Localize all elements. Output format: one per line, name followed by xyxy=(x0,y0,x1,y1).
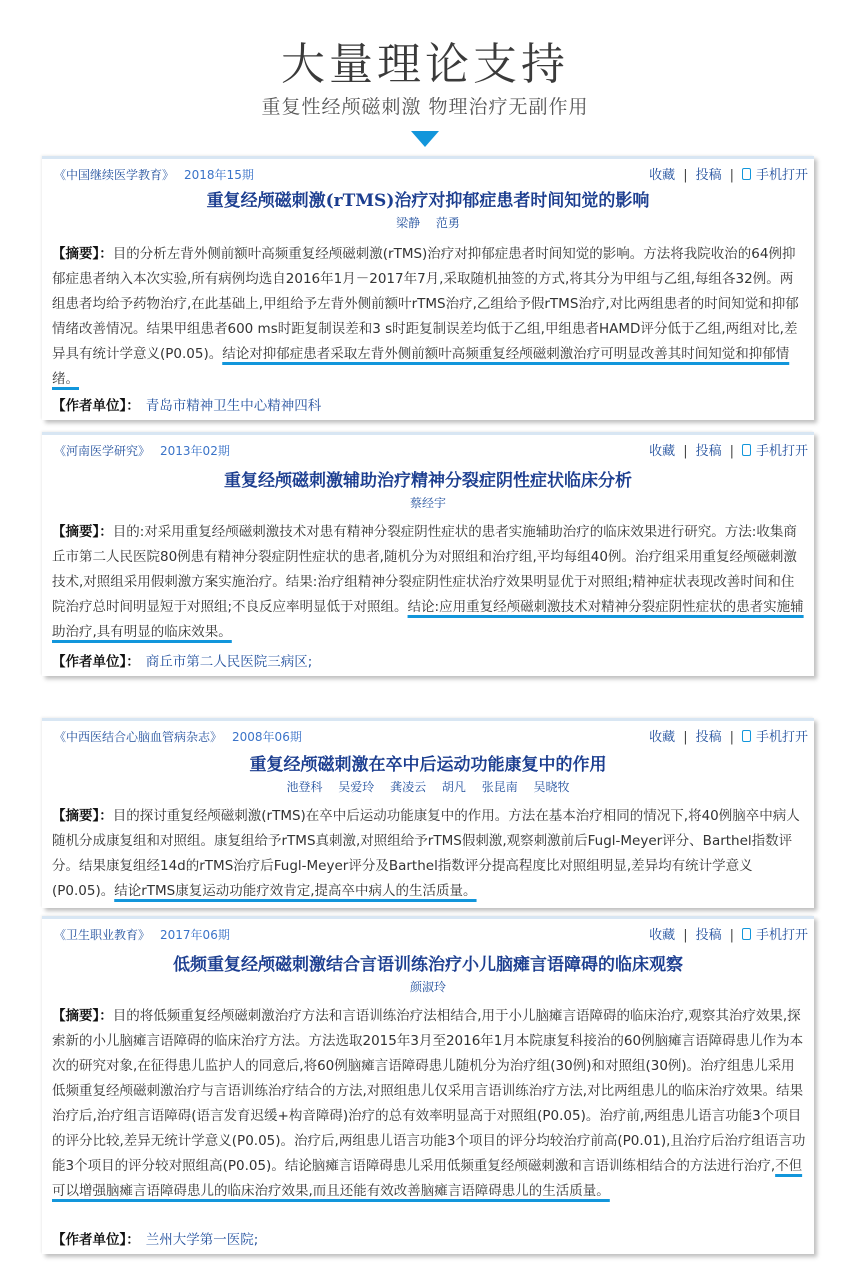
phone-icon xyxy=(742,730,751,742)
article-card-3: 《中西医结合心脑血管病杂志》 2008年06期 收藏 | 投稿 | 手机打开 重复经颅磁刺激在卒中后运动功能康复中的作用 池登科 吴爱玲 龚凌云 胡凡 张昆南 吴晓牧 【摘要】：目的探讨重复经颅磁刺激(rTMS)在卒中后运动功能康复中的作用。方法在基本治疗相同的情况下,将40例脑卒中病人随机分成康复组和对照组。康复组给予rTMS真刺激,对照组给予rTMS假刺激,观察刺激前后Fugl-Meyer评分、Barthel指数评分。结果康复组经14d的rTMS治疗后Fugl-Meyer评分及Barthel指数评分提高程度比对照组明显,差异均有统计学意义(P0.05)。结论rTMS康复运动功能疗效肯定,提高卒中病人的生活质量。 xyxy=(42,718,814,908)
favorite-link[interactable]: 收藏 xyxy=(649,730,676,745)
abstract-label: 【摘要】： xyxy=(52,808,113,824)
journal-issue[interactable]: 2017年06期 xyxy=(160,928,230,942)
abstract-label: 【摘要】： xyxy=(52,1008,113,1024)
abstract-conclusion: 不但可以增强脑瘫言语障碍患儿的临床治疗效果,而且还能有效改善脑瘫言语障碍患儿的生活质量。 xyxy=(52,1158,803,1199)
journal-issue[interactable]: 2018年15期 xyxy=(184,168,254,182)
unit-label: 【作者单位】： xyxy=(52,398,140,414)
abstract-body: 目的将低频重复经颅磁刺激治疗方法和言语训练治疗法相结合,用于小儿脑瘫言语障碍的临床治疗,观察其治疗效果,探索新的小儿脑瘫言语障碍的临床治疗方法。方法选取2015年3月至2016年1月本院康复科接治的60例脑瘫言语障碍患儿作为本次的研究对象,在征得患儿监护人的同意后,将60例脑瘫言语障碍患儿随机分为治疗组(30例)和对照组(30例)。治疗组患儿采用低频重复经颅磁刺激治疗与言语训练治疗结合的方法,对照组患儿仅采用言语训练治疗方法,对比两组患儿的临床治疗效果。结果治疗后,治疗组言语障碍(语言发育迟缓+构音障碍)治疗的总有效率明显高于对照组(P0.05)。治疗前,两组患儿语言功能3个项目的评分比较,差异无统计学意义(P0.05)。治疗后,两组患儿语言功能3个项目的评分均较治疗前高(P0.01),且治疗后治疗组语言功能3个项目的评分较对照组高(P0.05)。结论脑瘫言语障碍患儿采用低频重复经颅磁刺激和言语训练相结合的方法进行治疗, xyxy=(52,1008,806,1174)
abstract-conclusion: 结论rTMS康复运动功能疗效肯定,提高卒中病人的生活质量。 xyxy=(114,883,477,899)
article-abstract xyxy=(52,520,806,645)
hero-subtitle: 重复性经颅磁刺激 物理治疗无副作用 xyxy=(261,96,589,118)
mobile-open-link[interactable]: 手机打开 xyxy=(755,730,808,745)
journal-name[interactable]: 《中西医结合心脑血管病杂志》 xyxy=(54,730,223,744)
article-card-1: 《中国继续医学教育》 2018年15期 收藏 | 投稿 | 手机打开 重复经颅磁刺激(rTMS)治疗对抑郁症患者时间知觉的影响 梁静 范勇 【摘要】：目的分析左背外侧前额叶高频重复经颅磁刺激(rTMS)治疗对抑郁症患者时间知觉的影响。方法将我院收治的64例抑郁症患者纳入本次实验,所有病例均选自2016年1月－2017年7月,采取随机抽签的方式,将其分为甲组与乙组,每组各32例。两组患者均给予药物治疗,在此基础上,甲组给予左背外侧前额叶rTMS治疗,乙组给予假rTMS治疗,对比两组患者的时间知觉和抑郁情绪改善情况。结果甲组患者600 ms时距复制误差和3 s时距复制误差均低于乙组,甲组患者HAMD评分低于乙组,两组对比,差异具有统计学意义(P0.05)。结论对抑郁症患者采取左背外侧前额叶高频重复经颅磁刺激治疗可明显改善其时间知觉和抑郁情绪。 【作者单位】： 青岛市精神卫生中心精神四科 xyxy=(42,156,814,420)
journal-issue[interactable]: 2013年02期 xyxy=(160,444,230,458)
unit-label: 【作者单位】： xyxy=(52,654,140,670)
favorite-link[interactable]: 收藏 xyxy=(649,168,676,183)
article-title[interactable]: 重复经颅磁刺激(rTMS)治疗对抑郁症患者时间知觉的影响 xyxy=(206,191,650,211)
article-authors[interactable]: 蔡经宇 xyxy=(409,496,446,510)
article-authors[interactable]: 池登科 吴爱玲 龚凌云 胡凡 张昆南 吴晓牧 xyxy=(286,780,570,794)
author-unit xyxy=(52,394,321,414)
journal-name[interactable]: 《河南医学研究》 xyxy=(54,444,151,458)
article-abstract xyxy=(52,1004,806,1204)
hero-title: 大量理论支持 xyxy=(281,39,569,90)
article-title[interactable]: 低频重复经颅磁刺激结合言语训练治疗小儿脑瘫言语障碍的临床观察 xyxy=(173,955,683,975)
unit-value[interactable]: 兰州大学第一医院; xyxy=(145,1232,259,1248)
abstract-conclusion: 结论:应用重复经颅磁刺激技术对精神分裂症阴性症状的患者实施辅助治疗,具有明显的临床效果。 xyxy=(52,599,804,640)
unit-value[interactable]: 青岛市精神卫生中心精神四科 xyxy=(145,398,322,414)
article-title[interactable]: 重复经颅磁刺激辅助治疗精神分裂症阴性症状临床分析 xyxy=(224,471,632,491)
journal-name[interactable]: 《中国继续医学教育》 xyxy=(54,168,175,182)
journal-name[interactable]: 《卫生职业教育》 xyxy=(54,928,151,942)
mobile-open-link[interactable]: 手机打开 xyxy=(755,928,808,943)
abstract-label: 【摘要】： xyxy=(52,524,113,540)
abstract-body: 目的:对采用重复经颅磁刺激技术对患有精神分裂症阴性症状的患者实施辅助治疗的临床效果进行研究。方法:收集商丘市第二人民医院80例患有精神分裂症阴性症状的患者,随机分为对照组和治疗组,平均每组40例。治疗组采用重复经颅磁刺激技术,对照组采用假刺激方案实施治疗。结果:治疗组精神分裂症阴性症状治疗效果明显优于对照组;精神症状表现改善时间和住院治疗总时间明显短于对照组;不良反应率明显低于对照组。 xyxy=(52,524,797,615)
favorite-link[interactable]: 收藏 xyxy=(649,444,676,459)
author-unit xyxy=(52,1228,258,1248)
abstract-conclusion: 结论对抑郁症患者采取左背外侧前额叶高频重复经颅磁刺激治疗可明显改善其时间知觉和抑郁情绪。 xyxy=(52,346,790,387)
journal-issue[interactable]: 2008年06期 xyxy=(232,730,302,744)
submit-link[interactable]: 投稿 xyxy=(695,168,722,183)
article-title[interactable]: 重复经颅磁刺激在卒中后运动功能康复中的作用 xyxy=(249,755,607,775)
mobile-open-link[interactable]: 手机打开 xyxy=(755,168,808,183)
submit-link[interactable]: 投稿 xyxy=(695,444,722,459)
article-abstract xyxy=(52,804,806,904)
submit-link[interactable]: 投稿 xyxy=(695,730,722,745)
abstract-body: 目的分析左背外侧前额叶高频重复经颅磁刺激(rTMS)治疗对抑郁症患者时间知觉的影响。方法将我院收治的64例抑郁症患者纳入本次实验,所有病例均选自2016年1月－2017年7月,采取随机抽签的方式,将其分为甲组与乙组,每组各32例。两组患者均给予药物治疗,在此基础上,甲组给予左背外侧前额叶rTMS治疗,乙组给予假rTMS治疗,对比两组患者的时间知觉和抑郁情绪改善情况。结果甲组患者600 ms时距复制误差和3 s时距复制误差均低于乙组,甲组患者HAMD评分低于乙组,两组对比,差异具有统计学意义(P0.05)。 xyxy=(52,246,799,362)
author-unit xyxy=(52,650,312,670)
mobile-open-link[interactable]: 手机打开 xyxy=(755,444,808,459)
unit-value[interactable]: 商丘市第二人民医院三病区; xyxy=(145,654,313,670)
abstract-label: 【摘要】： xyxy=(52,246,113,262)
article-abstract xyxy=(52,242,806,392)
article-authors[interactable]: 颜淑玲 xyxy=(409,980,446,994)
article-authors[interactable]: 梁静 范勇 xyxy=(396,216,460,230)
down-arrow-icon xyxy=(411,131,439,147)
article-card-4: 《卫生职业教育》 2017年06期 收藏 | 投稿 | 手机打开 低频重复经颅磁刺激结合言语训练治疗小儿脑瘫言语障碍的临床观察 颜淑玲 【摘要】：目的将低频重复经颅磁刺激治疗方法和言语训练治疗法相结合,用于小儿脑瘫言语障碍的临床治疗,观察其治疗效果,探索新的小儿脑瘫言语障碍的临床治疗方法。方法选取2015年3月至2016年1月本院康复科接治的60例脑瘫言语障碍患儿作为本次的研究对象,在征得患儿监护人的同意后,将60例脑瘫言语障碍患儿随机分为治疗组(30例)和对照组(30例)。治疗组患儿采用低频重复经颅磁刺激治疗与言语训练治疗结合的方法,对照组患儿仅采用言语训练治疗方法,对比两组患儿的临床治疗效果。结果治疗后,治疗组言语障碍(语言发育迟缓+构音障碍)治疗的总有效率明显高于对照组(P0.05)。治疗前,两组患儿语言功能3个项目的评分比较,差异无统计学意义(P0.05)。治疗后,两组患儿语言功能3个项目的评分均较治疗前高(P0.01),且治疗后治疗组语言功能3个项目的评分较对照组高(P0.05)。结论脑瘫言语障碍患儿采用低频重复经颅磁刺激和言语训练相结合的方法进行治疗,不但可以增强脑瘫言语障碍患儿的临床治疗效果,而且还能有效改善脑瘫言语障碍患儿的生活质量。 【作者单位】： 兰州大学第一医院; xyxy=(42,916,814,1254)
favorite-link[interactable]: 收藏 xyxy=(649,928,676,943)
abstract-body: 目的探讨重复经颅磁刺激(rTMS)在卒中后运动功能康复中的作用。方法在基本治疗相同的情况下,将40例脑卒中病人随机分成康复组和对照组。康复组给予rTMS真刺激,对照组给予rTMS假刺激,观察刺激前后Fugl-Meyer评分、Barthel指数评分。结果康复组经14d的rTMS治疗后Fugl-Meyer评分及Barthel指数评分提高程度比对照组明显,差异均有统计学意义(P0.05)。 xyxy=(52,808,800,899)
article-card-2: 《河南医学研究》 2013年02期 收藏 | 投稿 | 手机打开 重复经颅磁刺激辅助治疗精神分裂症阴性症状临床分析 蔡经宇 【摘要】：目的:对采用重复经颅磁刺激技术对患有精神分裂症阴性症状的患者实施辅助治疗的临床效果进行研究。方法:收集商丘市第二人民医院80例患有精神分裂症阴性症状的患者,随机分为对照组和治疗组,平均每组40例。治疗组采用重复经颅磁刺激技术,对照组采用假刺激方案实施治疗。结果:治疗组精神分裂症阴性症状治疗效果明显优于对照组;精神症状表现改善时间和住院治疗总时间明显短于对照组;不良反应率明显低于对照组。结论:应用重复经颅磁刺激技术对精神分裂症阴性症状的患者实施辅助治疗,具有明显的临床效果。 【作者单位】： 商丘市第二人民医院三病区; xyxy=(42,432,814,676)
unit-label: 【作者单位】： xyxy=(52,1232,140,1248)
submit-link[interactable]: 投稿 xyxy=(695,928,722,943)
phone-icon xyxy=(742,444,751,456)
phone-icon xyxy=(742,928,751,940)
phone-icon xyxy=(742,168,751,180)
